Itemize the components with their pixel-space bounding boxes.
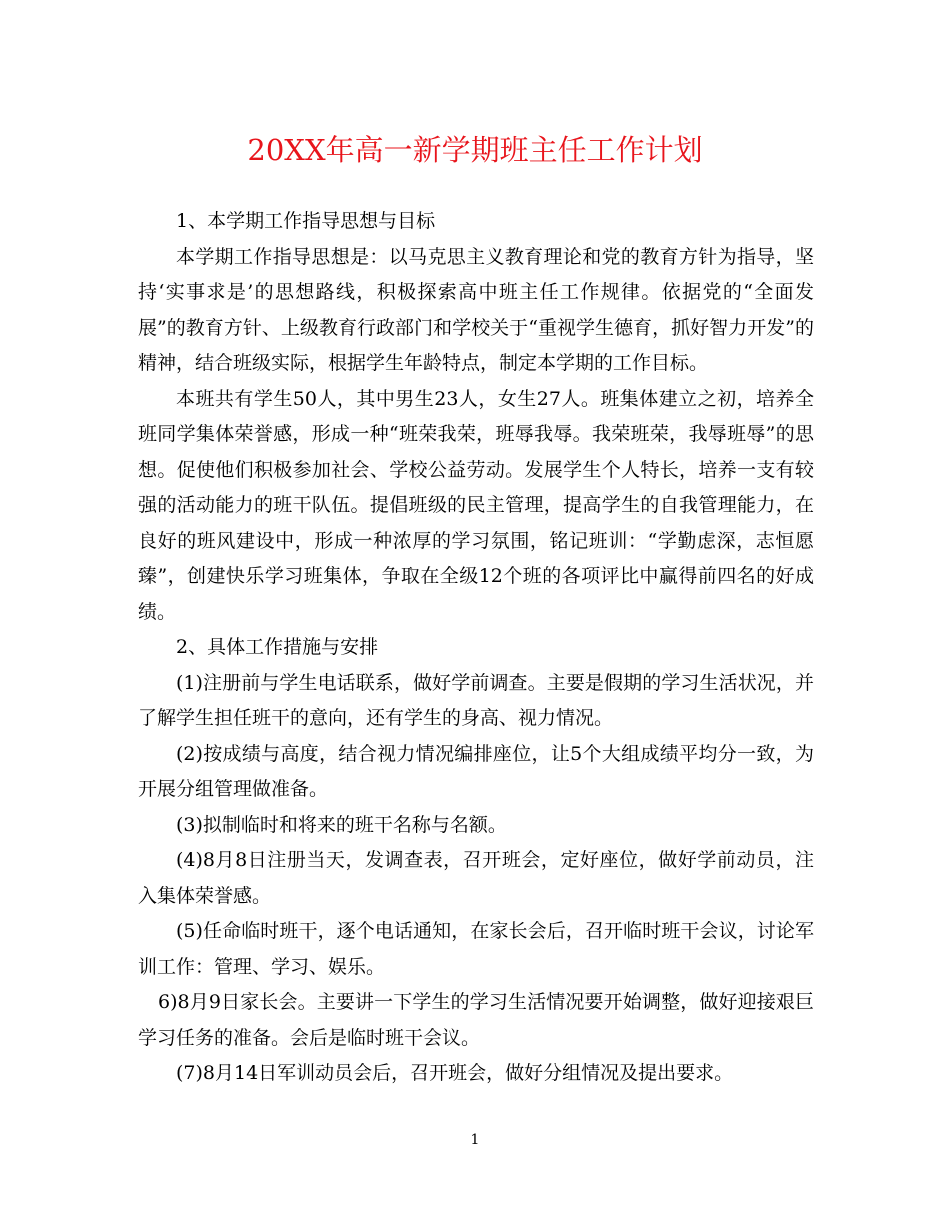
section-heading: 1、本学期工作指导思想与目标 [176,210,436,232]
list-item: (4)8月8日注册当天，发调查表，召开班会，定好座位，做好学前动员，注入集体荣誉感。 [138,849,814,907]
section-heading: 2、具体工作措施与安排 [176,636,379,658]
document-body [138,204,814,1092]
list-item: (5)任命临时班干，逐个电话通知，在家长会后，召开临时班干会议，讨论军训工作：管理、学习、娱乐。 [138,920,814,978]
paragraph: 本班共有学生50人，其中男生23人，女生27人。班集体建立之初，培养全班同学集体荣誉感，形成一种“班荣我荣，班辱我辱。我荣班荣，我辱班辱”的思想。促使他们积极参加社会、学校公益劳动。发展学生个人特长，培养一支有较强的活动能力的班干队伍。提倡班级的民主管理，提高学生的自我管理能力，在良好的班风建设中，形成一种浓厚的学习氛围，铭记班训：“学勤虑深，志恒愿臻”，创建快乐学习班集体，争取在全级12个班的各项评比中赢得前四名的好成绩。 [138,387,814,623]
list-item: (3)拟制临时和将来的班干名称与名额。 [176,813,507,836]
list-item: (1)注册前与学生电话联系，做好学前调查。主要是假期的学习生活状况，并了解学生担任班干的意向，还有学生的身高、视力情况。 [138,671,814,729]
paragraph: 本学期工作指导思想是：以马克思主义教育理论和党的教育方针为指导，坚持‘实事求是’的思想路线，积极探索高中班主任工作规律。依据党的“全面发展”的教育方针、上级教育行政部门和学校关于“重视学生德育，抓好智力开发”的精神，结合班级实际，根据学生年龄特点，制定本学期的工作目标。 [138,245,814,374]
list-item: 6)8月9日家长会。主要讲一下学生的学习生活情况要开始调整，做好迎接艰巨学习任务的准备。会后是临时班干会议。 [138,991,814,1049]
document-title: 20XX年高一新学期班主任工作计划 [247,133,703,167]
list-item: (2)按成绩与高度，结合视力情况编排座位，让5个大组成绩平均分一致，为开展分组管理做准备。 [138,742,814,800]
page-number: 1 [470,1132,480,1148]
list-item: (7)8月14日军训动员会后，召开班会，做好分组情况及提出要求。 [176,1062,734,1084]
